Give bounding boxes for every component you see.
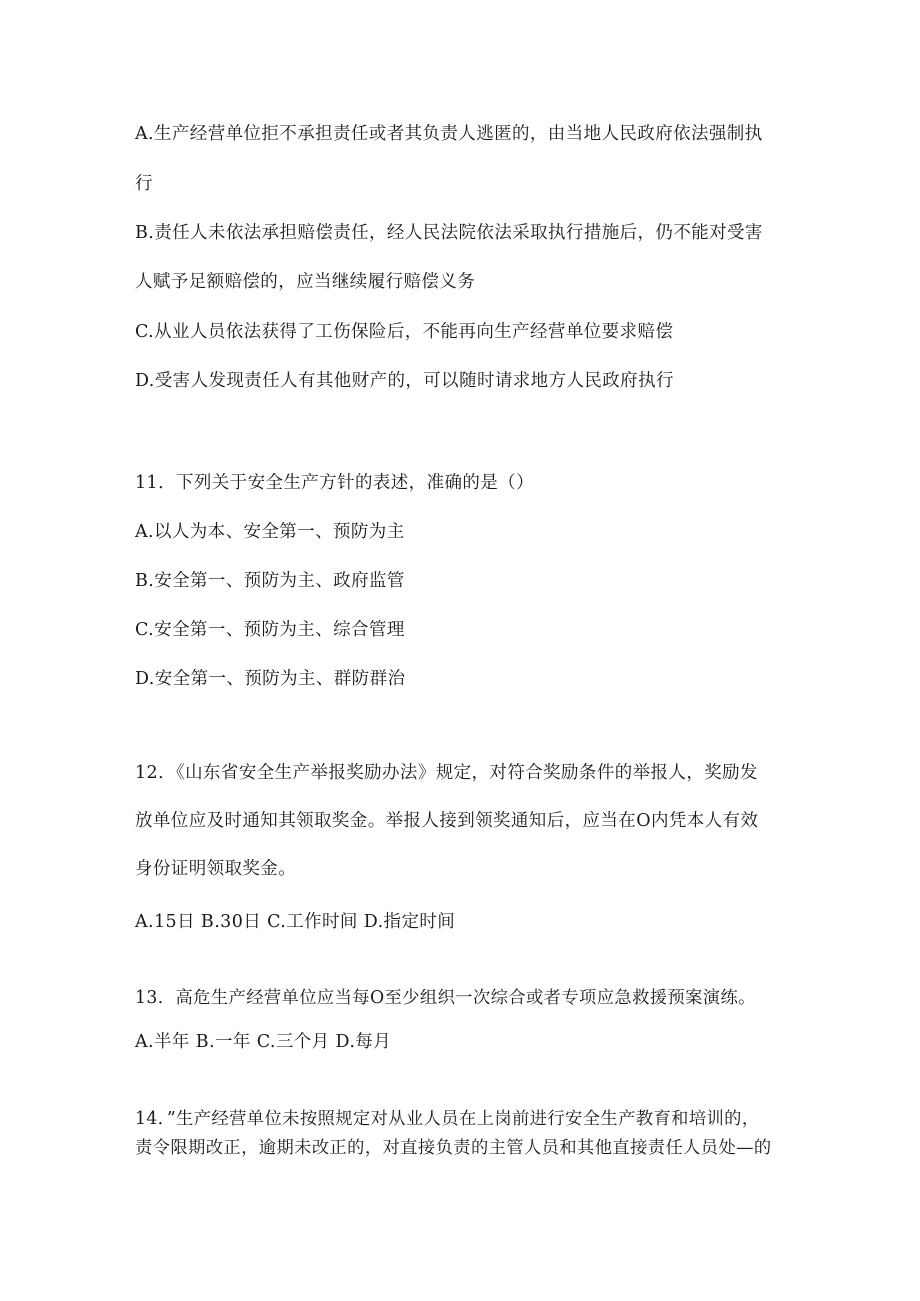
q11-option-c: C.安全第一、预防为主、综合管理 bbox=[135, 620, 405, 640]
q11-option-b: B.安全第一、预防为主、政府监管 bbox=[135, 571, 405, 591]
q12-question-line3: 身份证明领取奖金。 bbox=[135, 859, 297, 879]
q13-options: A.半年 B.一年 C.三个月 D.每月 bbox=[135, 1032, 392, 1052]
q14-question-line2: 责令限期改正，逾期未改正的，对直接负责的主管人员和其他直接责任人员处—的 bbox=[135, 1138, 772, 1158]
q14-question-line1: 14．”生产经营单位未按照规定对从业人员在上岗前进行安全生产教育和培训的， bbox=[135, 1109, 760, 1129]
q12-options: A.15日 B.30日 C.工作时间 D.指定时间 bbox=[135, 912, 456, 932]
q10-option-d: D.受害人发现责任人有其他财产的，可以随时请求地方人民政府执行 bbox=[135, 371, 674, 391]
q10-option-b-line1: B.责任人未依法承担赔偿责任，经人民法院依法采取执行措施后，仍不能对受害 bbox=[135, 223, 763, 243]
q12-question-line1: 12．《山东省安全生产举报奖励办法》规定，对符合奖励条件的举报人，奖励发 bbox=[135, 763, 758, 783]
q12-question-line2: 放单位应及时通知其领取奖金。举报人接到领奖通知后，应当在O内凭本人有效 bbox=[135, 811, 759, 831]
q10-option-b-line2: 人赋予足额赔偿的，应当继续履行赔偿义务 bbox=[135, 272, 476, 292]
q11-option-d: D.安全第一、预防为主、群防群治 bbox=[135, 669, 406, 689]
q11-question: 11．下列关于安全生产方针的表述，准确的是（） bbox=[135, 473, 534, 493]
q10-option-c: C.从业人员依法获得了工伤保险后，不能再向生产经营单位要求赔偿 bbox=[135, 322, 674, 342]
q10-option-a-line2: 行 bbox=[135, 174, 153, 194]
q11-option-a: A.以人为本、安全第一、预防为主 bbox=[135, 522, 405, 542]
q10-option-a-line1: A.生产经营单位拒不承担责任或者其负责人逃匿的，由当地人民政府依法强制执 bbox=[135, 124, 763, 144]
q13-question: 13．高危生产经营单位应当每O至少组织一次综合或者专项应急救援预案演练。 bbox=[135, 988, 756, 1008]
